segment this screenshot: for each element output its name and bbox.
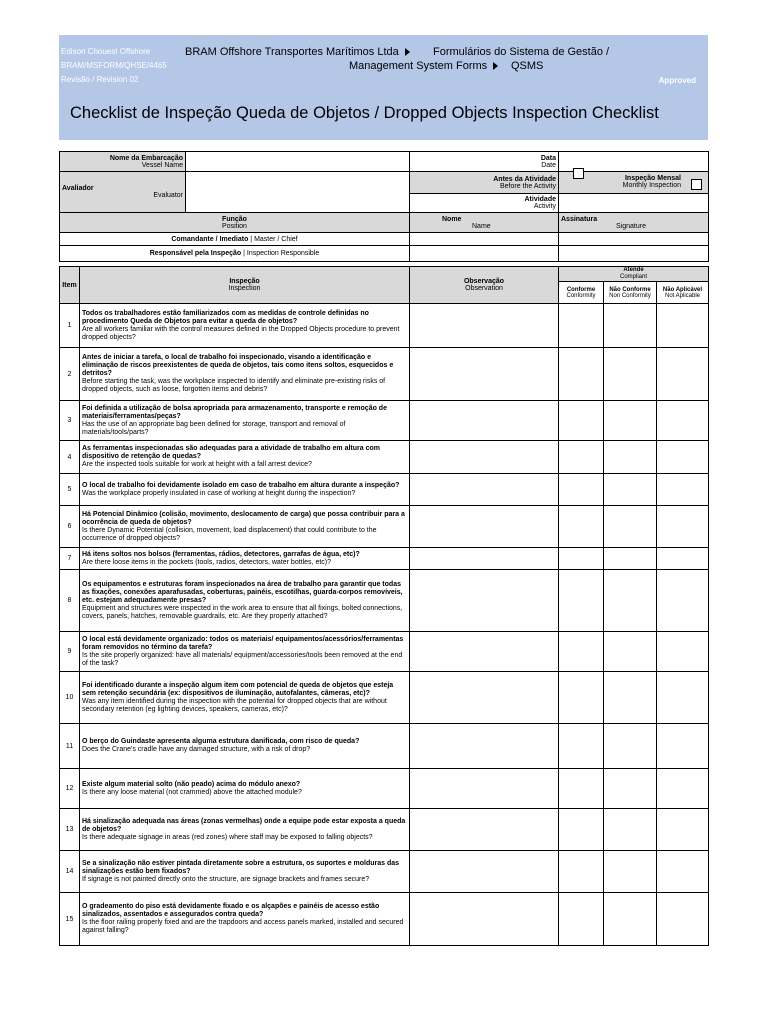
company-name: BRAM Offshore Transportes Marítimos Ltda [185,46,412,58]
forms-title: Formulários do Sistema de Gestão / [433,46,610,58]
conformity-field[interactable] [559,851,604,893]
table-row [60,348,709,401]
inspection-question [80,672,410,724]
responsible-signature-field[interactable] [559,246,709,262]
item-number: 1 [60,304,80,348]
table-row [60,851,709,893]
observation-field[interactable] [410,724,559,769]
inspection-question [80,348,410,401]
not-applicable-field[interactable] [657,304,709,348]
question-en: Are the inspected tools suitable for work at height with a fall arrest device? [82,461,312,468]
activity-field[interactable] [559,194,709,213]
observation-field[interactable] [410,401,559,441]
not-applicable-field[interactable] [657,441,709,474]
conformity-field[interactable] [559,769,604,809]
observation-field[interactable] [410,348,559,401]
table-row [60,632,709,672]
item-number: 7 [60,548,80,570]
question-pt: Existe algum material solto (não peado) acima do módulo anexo? [82,780,301,788]
company-name-small: Edison Chouest Offshore [61,47,151,56]
conformity-field[interactable] [559,893,604,946]
question-pt: As ferramentas inspecionadas são adequadas para a atividade de trabalho em altura com dispositivo de retenção de quedas? [82,445,380,460]
inspection-question [80,474,410,506]
item-number: 11 [60,724,80,769]
table-row [60,769,709,809]
non-conformity-field[interactable] [604,441,657,474]
item-number: 6 [60,506,80,548]
not-applicable-header: Não Aplicável Not Aplicable [657,282,709,304]
question-en: Was the workplace properly insulated in case of working at height during the inspection? [82,489,356,497]
conformity-field[interactable] [559,632,604,672]
item-number: 15 [60,893,80,946]
info-table [59,151,709,262]
non-conformity-field[interactable] [604,506,657,548]
not-applicable-field[interactable] [657,474,709,506]
question-en: Is the site properly organized: have all materials/ equipment/accessories/tools been removed at the end of the task? [82,651,403,667]
inspection-question [80,441,410,474]
non-conformity-field[interactable] [604,851,657,893]
vessel-name-field[interactable] [186,152,410,172]
inspection-question [80,851,410,893]
non-conformity-field[interactable] [604,570,657,632]
question-pt: Há Potencial Dinâmico (colisão, movimento, deslocamento de carga) que possa contribuir para a ocorrência de queda de objetos? [82,510,405,526]
non-conformity-field[interactable] [604,348,657,401]
observation-field[interactable] [410,672,559,724]
non-conformity-header: Não Conforme Non Conformity [604,282,657,304]
non-conformity-field[interactable] [604,632,657,672]
inspection-question [80,548,410,570]
question-pt: Foi definida a utilização de bolsa apropriada para armazenamento, transporte e remoção de materiais/ferramentas/peças? [82,404,387,420]
not-applicable-field[interactable] [657,724,709,769]
conformity-field[interactable] [559,441,604,474]
non-conformity-field[interactable] [604,474,657,506]
item-number: 3 [60,401,80,441]
conformity-field[interactable] [559,809,604,851]
inspection-header: Inspeção Inspection [80,267,410,304]
table-row [60,724,709,769]
inspection-question [80,724,410,769]
conformity-field[interactable] [559,474,604,506]
evaluator-field[interactable] [186,172,410,213]
inspection-question [80,506,410,548]
question-pt: O gradeamento do piso está devidamente fixado e os alçapões e painéis de acesso estão sinalizados, assentados e assegurados contra queda? [82,903,380,918]
non-conformity-field[interactable] [604,724,657,769]
inspection-question [80,401,410,441]
question-en: Is there Dynamic Potential (collision, movement, load displacement) that could contribute to the occurrence of dropped objects? [82,526,377,542]
monthly-inspection-cell: Inspeção Mensal Monthly Inspection [559,172,709,194]
conformity-field[interactable] [559,724,604,769]
observation-field[interactable] [410,769,559,809]
non-conformity-field[interactable] [604,769,657,809]
evaluator-label: Avaliador Evaluator [60,172,186,213]
arrow-right-icon [493,62,498,70]
not-applicable-field[interactable] [657,570,709,632]
table-row [60,304,709,348]
name-header: Nome Name [410,213,559,233]
question-en: If signage is not painted directly onto the structure, are signage brackets and frames secure? [82,875,370,883]
non-conformity-field[interactable] [604,893,657,946]
observation-field[interactable] [410,474,559,506]
observation-field[interactable] [410,506,559,548]
question-en: Does the Crane's cradle have any damaged structure, with a risk of drop? [82,746,311,753]
question-en: Was any item identified during the inspection with the potential for dropped objects that are without secondary retention (eg lighting devices, speakers, cameras, etc)? [82,697,387,713]
question-en: Are all workers familiar with the control measures defined in the Dropped Objects procedure to prevent dropped objects? [82,325,400,341]
item-header: Item [60,267,80,304]
function-header: Função Position [60,213,410,233]
item-number: 2 [60,348,80,401]
document-header [59,35,708,140]
inspection-responsible-label: Responsável pela Inspeção | Inspection Responsible [60,246,410,262]
document-reference [61,45,167,87]
table-row [60,548,709,570]
conformity-field[interactable] [559,548,604,570]
not-applicable-field[interactable] [657,632,709,672]
item-number: 8 [60,570,80,632]
non-conformity-field[interactable] [604,548,657,570]
item-number: 13 [60,809,80,851]
conformity-header: Conforme Conformity [559,282,604,304]
non-conformity-field[interactable] [604,304,657,348]
before-activity-label: Antes da Atividade Before the Activity [410,172,559,194]
qsms-label: QSMS [511,60,544,72]
table-row [60,570,709,632]
table-row [60,893,709,946]
item-number: 12 [60,769,80,809]
not-applicable-field[interactable] [657,672,709,724]
question-pt: Se a sinalização não estiver pintada diretamente sobre a estrutura, os suportes e molduras das sinalizações estão bem fixados? [82,859,400,875]
not-applicable-field[interactable] [657,851,709,893]
responsible-name-field[interactable] [410,246,559,262]
not-applicable-field[interactable] [657,506,709,548]
non-conformity-field[interactable] [604,401,657,441]
compliant-header: Atende Compliant [559,267,709,282]
observation-field[interactable] [410,851,559,893]
item-number: 9 [60,632,80,672]
checklist-rows [60,304,709,946]
master-chief-label: Comandante / Imediato | Master / Chief [60,233,410,246]
revision-label: Revisão / Revision 02 [61,75,139,84]
activity-label: Atividade Activity [410,194,559,213]
conformity-field[interactable] [559,401,604,441]
table-row [60,809,709,851]
observation-field[interactable] [410,441,559,474]
not-applicable-field[interactable] [657,348,709,401]
conformity-field[interactable] [559,672,604,724]
question-pt: O local de trabalho foi devidamente isolado em caso de trabalho em altura durante a inspeção? [82,481,400,489]
inspection-question [80,304,410,348]
question-pt: Há itens soltos nos bolsos (ferramentas, rádios, detectores, garrafas de água, etc)? [82,550,360,558]
approved-label: Approved [658,76,696,85]
not-applicable-field[interactable] [657,401,709,441]
inspection-question [80,570,410,632]
item-number: 5 [60,474,80,506]
table-row [60,401,709,441]
item-number: 10 [60,672,80,724]
inspection-question [80,893,410,946]
checklist-sheet [59,151,708,946]
not-applicable-field[interactable] [657,809,709,851]
observation-field[interactable] [410,548,559,570]
item-number: 14 [60,851,80,893]
question-pt: O local está devidamente organizado: todos os materiais/ equipamentos/acessórios/ferramentas foram removidos no término da tarefa? [82,635,404,651]
conformity-field[interactable] [559,348,604,401]
vessel-name-label: Nome da Embarcação Vessel Name [60,152,186,172]
not-applicable-field[interactable] [657,769,709,809]
arrow-right-icon [405,48,410,56]
not-applicable-field[interactable] [657,548,709,570]
table-row [60,474,709,506]
question-en: Is there any loose material (not crammed) above the attached module? [82,788,302,796]
inspection-question [80,632,410,672]
observation-field[interactable] [410,570,559,632]
question-pt: Os equipamentos e estruturas foram inspecionados na área de trabalho para garantir que todas as fixações, conexões aparafusadas, coberturas, painéis, escotilhas, guarda-corpos removíveis, etc. estejam adequadamente presas? [82,580,403,604]
conformity-field[interactable] [559,304,604,348]
page-title: Checklist de Inspeção Queda de Objetos / Dropped Objects Inspection Checklist [70,104,659,122]
master-signature-field[interactable] [559,233,709,246]
question-en: Before starting the task, was the workplace inspected to identify and eliminate pre-existing risks of dropped objects, such as loose, forgotten items and debris? [82,378,386,393]
conformity-field[interactable] [559,506,604,548]
table-row [60,441,709,474]
inspection-question [80,809,410,851]
question-pt: Foi identificado durante a inspeção algum item com potencial de queda de objetos que esteja sem retenção secundária (ex: dispositivos de iluminação, autofalantes, câmeras, etc)? [82,681,394,697]
observation-field[interactable] [410,632,559,672]
conformity-field[interactable] [559,570,604,632]
table-row [60,506,709,548]
question-pt: O berço do Guindaste apresenta alguma estrutura danificada, com risco de queda? [82,738,360,745]
table-row [60,672,709,724]
signature-header: Assinatura Signature [559,213,709,233]
date-label: Data Date [410,152,559,172]
question-pt: Antes de iniciar a tarefa, o local de trabalho foi inspecionado, visando a identificação e eliminação de riscos preexistentes de queda de objetos, tais como itens soltos, esquecidos e detritos? [82,354,394,377]
question-en: Is the floor railing properly fixed and are the trapdoors and access panels marked, installed and secured against falling? [82,919,404,934]
forms-subtitle: Management System Forms [349,60,500,72]
before-activity-checkbox[interactable] [573,168,584,179]
not-applicable-field[interactable] [657,893,709,946]
monthly-inspection-checkbox[interactable] [691,179,702,190]
non-conformity-field[interactable] [604,809,657,851]
question-en: Is there adequate signage in areas (red zones) where staff may be exposed to falling objects? [82,833,373,841]
inspection-question [80,769,410,809]
question-pt: Todos os trabalhadores estão familiarizados com as medidas de controle definidas no procedimento Queda de Objetos para evitar a queda de objetos? [82,309,369,325]
question-pt: Há sinalização adequada nas áreas (zonas vermelhas) onde a equipe pode estar exposta a queda de objetos? [82,817,406,833]
form-code: BRAM/MSFORM/QHSE/4465 [61,61,167,70]
question-en: Has the use of an appropriate bag been defined for storage, transport and removal of materials/tools/parts? [82,420,346,436]
master-name-field[interactable] [410,233,559,246]
non-conformity-field[interactable] [604,672,657,724]
observation-field[interactable] [410,304,559,348]
question-en: Equipment and structures were inspected in the work area to ensure that all fixings, bolted connections, covers, panels, hatches, removable guardrails, etc. Are they properly attached? [82,604,403,620]
question-en: Are there loose items in the pockets (tools, radios, detectors, water bottles, etc)? [82,558,332,566]
observation-header: Observação Observation [410,267,559,304]
item-number: 4 [60,441,80,474]
checklist-table [59,266,709,946]
observation-field[interactable] [410,893,559,946]
observation-field[interactable] [410,809,559,851]
